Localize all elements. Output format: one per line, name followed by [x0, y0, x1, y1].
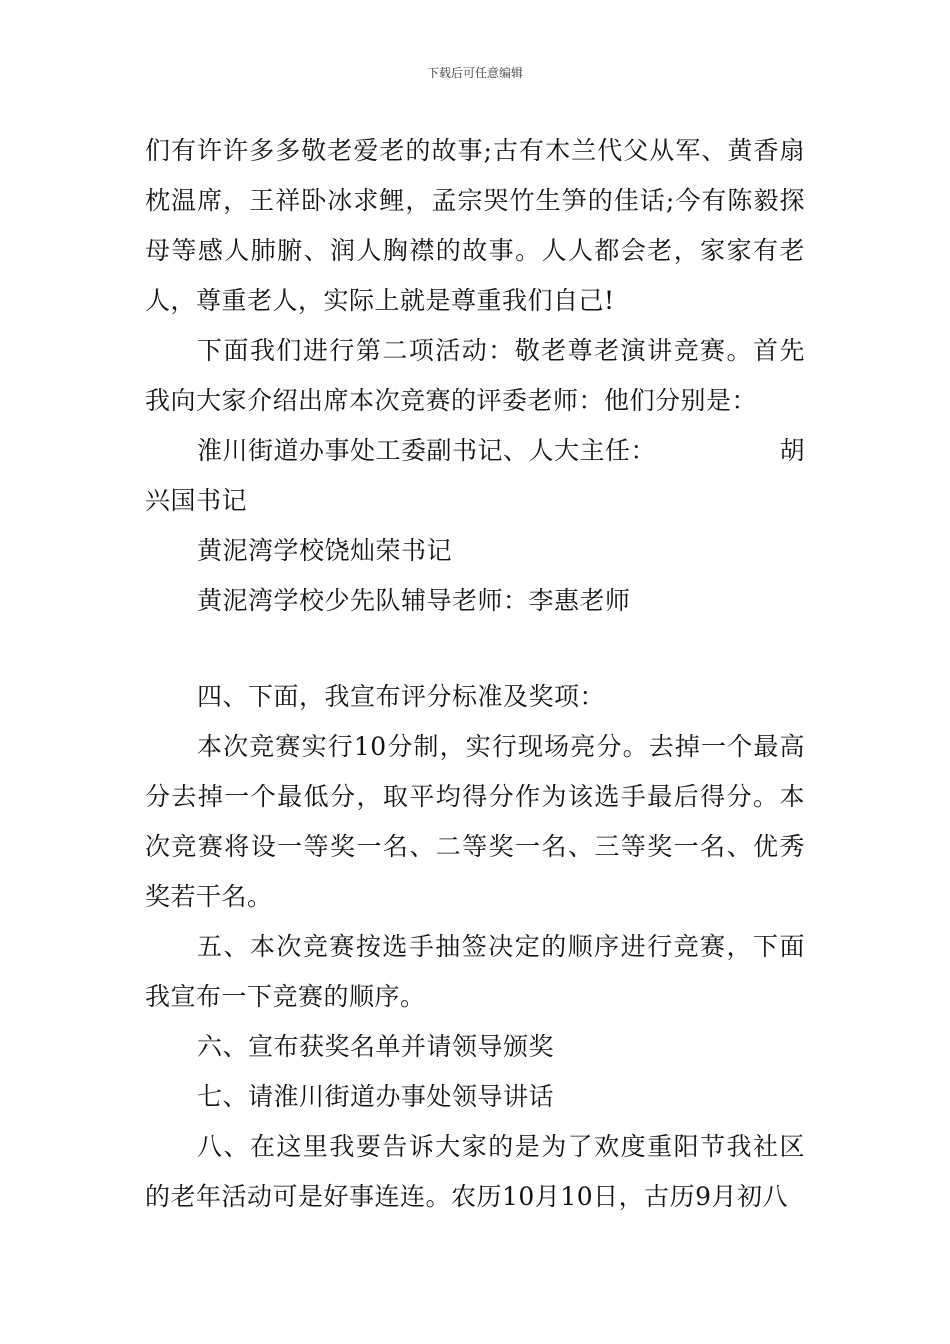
paragraph-spacer: [145, 626, 805, 672]
judge-line-3: 黄泥湾学校少先队辅导老师：李惠老师: [197, 586, 631, 615]
document-body: [145, 126, 805, 1222]
paragraph-second-activity: 下面我们进行第二项活动：敬老尊老演讲竞赛。首先我向大家介绍出席本次竞赛的评委老师：他们分别是：: [145, 336, 805, 415]
judge-title-text: 淮川街道办事处工委副书记、人大主任：: [197, 436, 657, 465]
judge-line-2: 黄泥湾学校饶灿荣书记: [197, 536, 453, 565]
section-four-heading: 四、下面，我宣布评分标准及奖项：: [197, 682, 606, 711]
judge-name-continued: 兴国书记: [145, 486, 248, 515]
judge-name-start: 胡: [779, 436, 805, 465]
page-header: 下载后可任意编辑: [426, 66, 523, 80]
judge-line-1: [145, 426, 805, 476]
section-seven: 七、请淮川街道办事处领导讲话: [197, 1082, 555, 1111]
section-six: 六、宣布获奖名单并请领导颁奖: [197, 1032, 555, 1061]
section-five: 五、本次竞赛按选手抽签决定的顺序进行竞赛，下面我宣布一下竞赛的顺序。: [145, 932, 805, 1011]
section-eight: 八、在这里我要告诉大家的是为了欢度重阳节我社区的老年活动可是好事连连。农历10月10日，古历9月初八: [145, 1132, 805, 1211]
paragraph-scoring-rules: 本次竞赛实行10分制，实行现场亮分。去掉一个最高分去掉一个最低分，取平均得分作为该选手最后得分。本次竞赛将设一等奖一名、二等奖一名、三等奖一名、优秀奖若干名。: [145, 732, 805, 911]
paragraph-stories: 们有许许多多敬老爱老的故事;古有木兰代父从军、黄香扇枕温席，王祥卧冰求鲤，孟宗哭竹生笋的佳话;今有陈毅探母等感人肺腑、润人胸襟的故事。人人都会老，家家有老人，尊重老人，实际上就是尊重我们自己!: [145, 136, 805, 315]
